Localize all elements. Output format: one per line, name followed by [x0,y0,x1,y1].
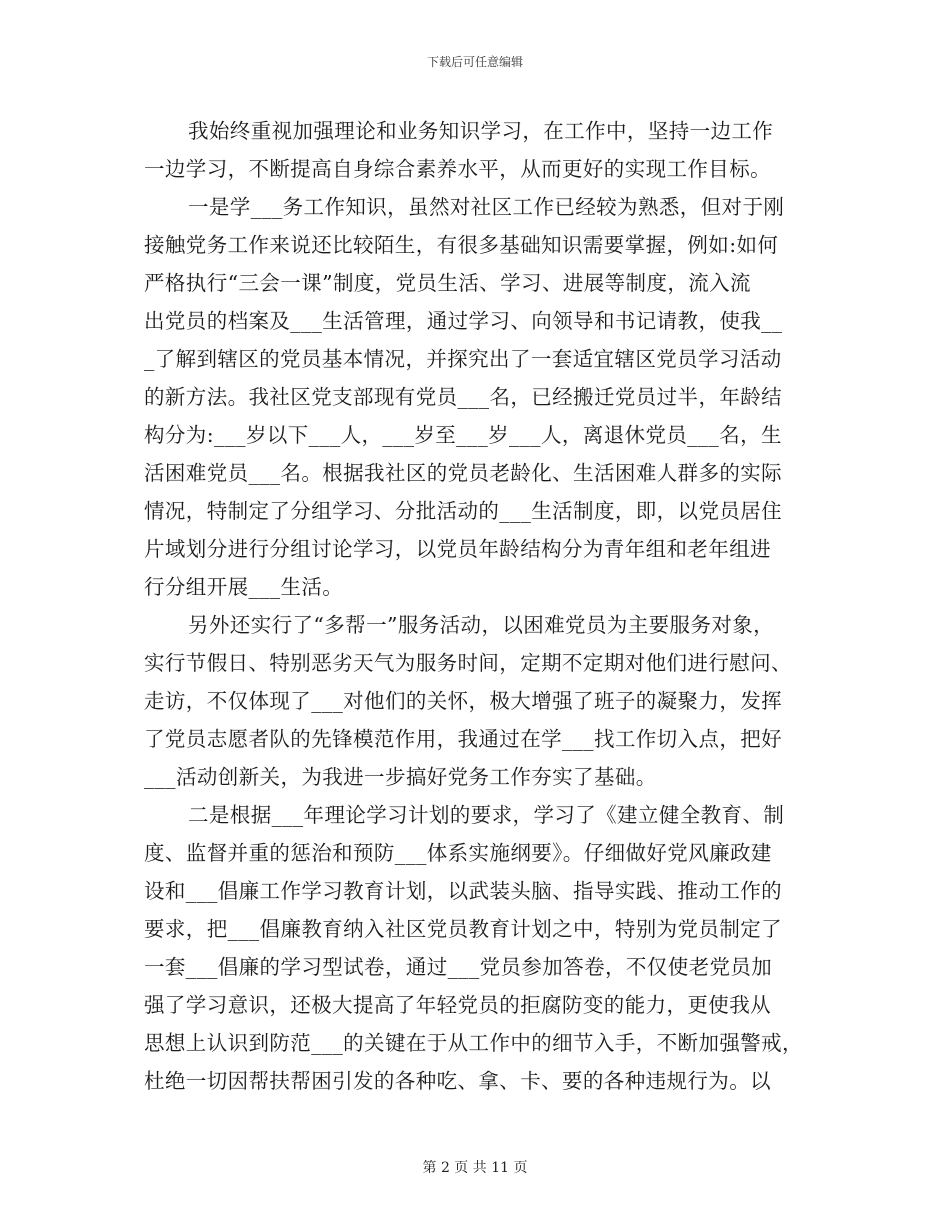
text-line: 片域划分进行分组讨论学习，以党员年龄结构分为青年组和老年组进 [144,537,771,561]
text-line: 杜绝一切因帮扶帮困引发的各种吃、拿、卡、要的各种违规行为。以 [144,1069,771,1093]
text-line: 的新方法。我社区党支部现有党员___名，已经搬迁党员过半，年龄结 [144,385,783,409]
text-line: 一边学习，不断提高自身综合素养水平，从而更好的实现工作目标。 [144,157,771,181]
text-line: 情况，特制定了分组学习、分批活动的___生活制度，即，以党员居住 [144,499,783,523]
text-line: 二是根据___年理论学习计划的要求，学习了《建立健全教育、制 [188,803,785,827]
page-number-footer: 第 2 页 共 11 页 [422,1160,528,1176]
text-line: 另外还实行了“多帮一”服务活动，以困难党员为主要服务对象， [188,613,775,637]
text-line: 走访，不仅体现了___对他们的关怀，极大增强了班子的凝聚力，发挥 [144,689,783,713]
text-line: 一套___倡廉的学习型试卷，通过___党员参加答卷，不仅使老党员加 [144,955,773,979]
text-line: ___活动创新关，为我进一步搞好党务工作夯实了基础。 [144,765,657,789]
text-line: 实行节假日、特别恶劣天气为服务时间，定期不定期对他们进行慰问、 [144,651,792,675]
text-line: 接触党务工作来说还比较陌生，有很多基础知识需要掌握，例如:如何 [144,233,779,257]
page-header: 下载后可任意编辑 [426,55,523,69]
text-line: 出党员的档案及___生活管理，通过学习、向领导和书记请教，使我__ [144,309,783,333]
text-line: 一是学___务工作知识，虽然对社区工作已经较为熟悉，但对于刚 [188,195,785,219]
text-line: 构分为:___岁以下___人，___岁至___岁___人，离退休党员___名，生 [144,423,782,447]
text-line: 了党员志愿者队的先锋模范作用，我通过在学___找工作切入点，把好 [144,727,783,751]
text-line: 强了学习意识，还极大提高了年轻党员的拒腐防变的能力，更使我从 [144,993,771,1017]
text-line: 行分组开展___生活。 [144,575,344,599]
text-line: 度、监督并重的惩治和预防___体系实施纲要》。仔细做好党风廉政建 [144,841,772,865]
text-line: 设和___倡廉工作学习教育计划，以武装头脑、指导实践、推动工作的 [144,879,783,903]
text-line: _了解到辖区的党员基本情况，并探究出了一套适宜辖区党员学习活动 [144,347,782,371]
text-line: 思想上认识到防范___的关键在于从工作中的细节入手，不断加强警戒， [144,1031,803,1055]
text-line: 严格执行“三会一课”制度，党员生活、学习、进展等制度，流入流 [144,271,751,295]
text-line: 我始终重视加强理论和业务知识学习，在工作中，坚持一边工作 [188,119,774,143]
text-line: 活困难党员___名。根据我社区的党员老龄化、生活困难人群多的实际 [144,461,783,485]
text-line: 要求，把___倡廉教育纳入社区党员教育计划之中，特别为党员制定了 [144,917,783,941]
document-body [144,112,812,1100]
